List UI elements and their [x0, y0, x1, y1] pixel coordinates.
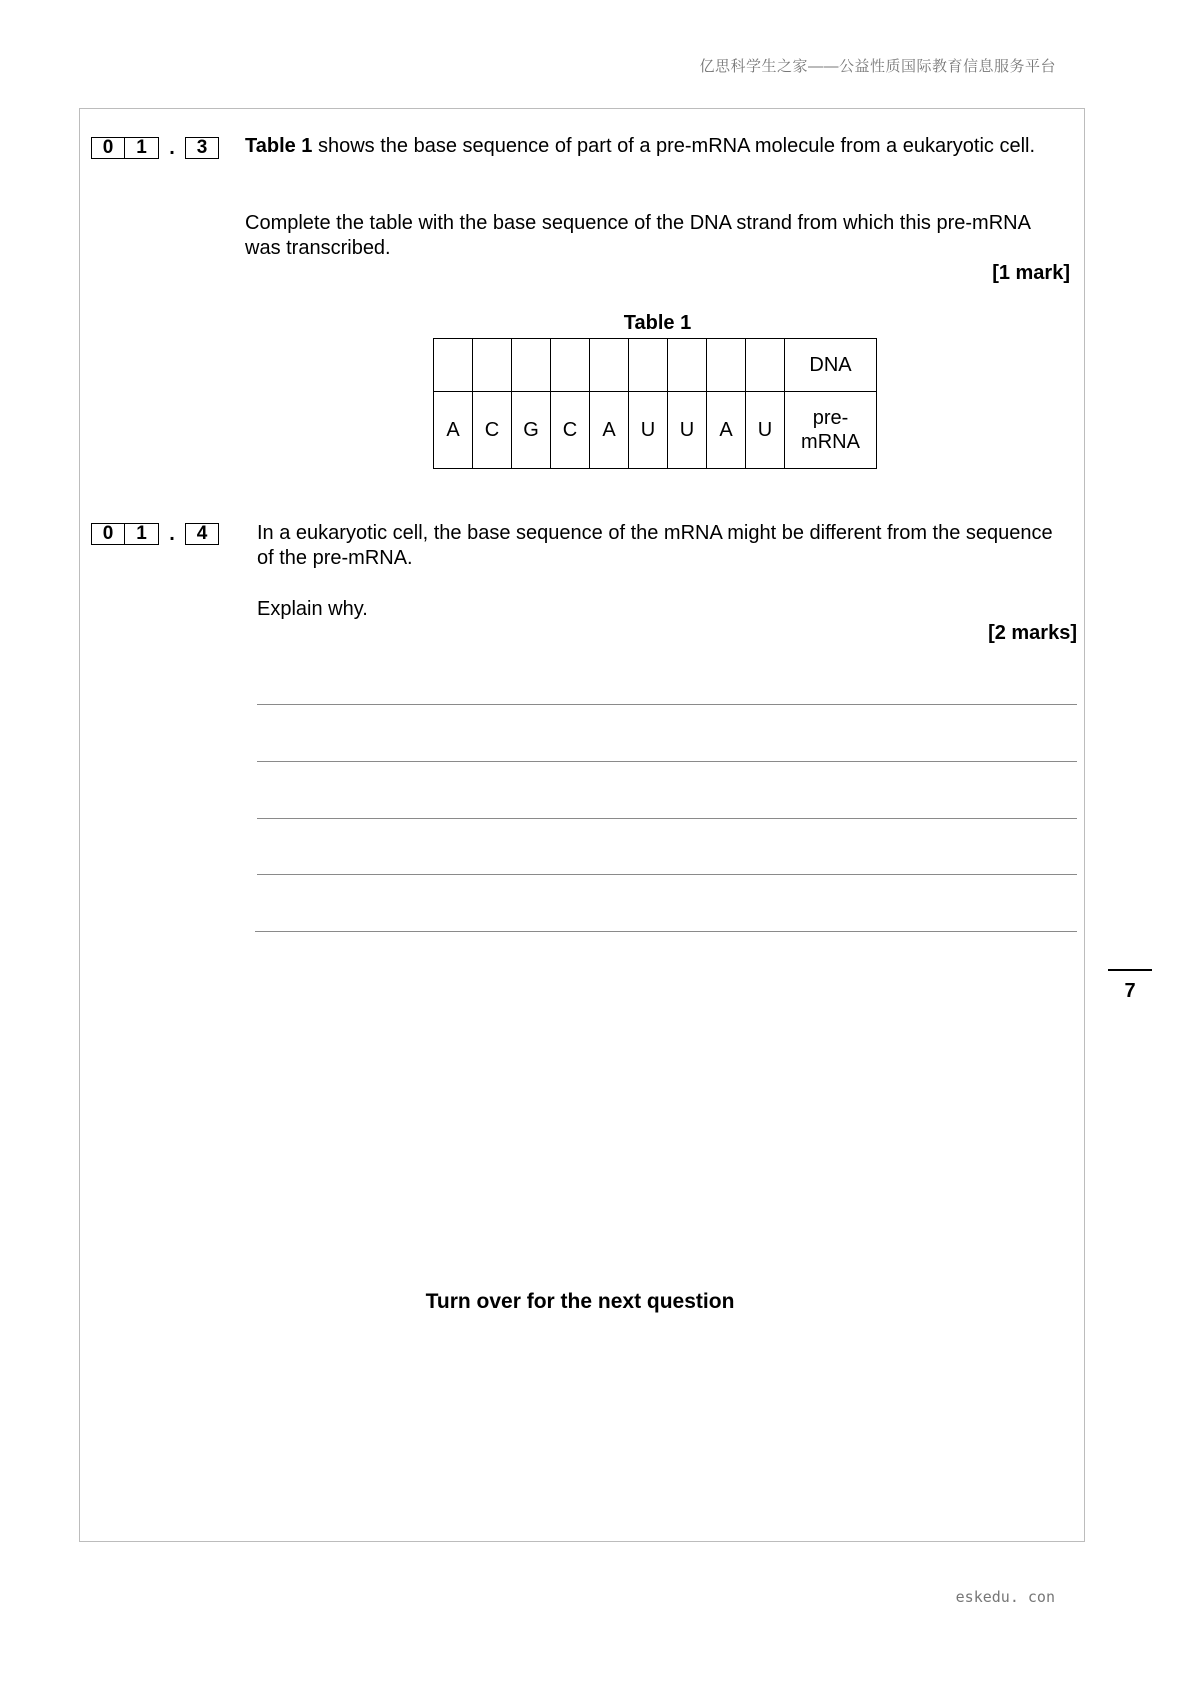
premrna-base: U	[629, 392, 668, 469]
answer-line[interactable]	[257, 818, 1077, 819]
premrna-row-label: pre- mRNA	[785, 392, 877, 469]
dna-cell[interactable]	[434, 339, 473, 392]
question-digit: 1	[125, 137, 159, 159]
dna-row	[434, 339, 877, 392]
answer-line[interactable]	[257, 704, 1077, 705]
question-digit: 1	[125, 523, 159, 545]
premrna-base: A	[434, 392, 473, 469]
question-dot: .	[169, 136, 175, 159]
question-01-3-intro	[245, 134, 1045, 159]
question-digit: 0	[91, 523, 125, 545]
answer-line[interactable]	[255, 931, 1077, 932]
question-dot: .	[169, 522, 175, 545]
intro-text: shows the base sequence of part of a pre-mRNA molecule from a eukaryotic cell.	[312, 135, 1036, 157]
premrna-base: A	[707, 392, 746, 469]
table-reference: Table 1	[245, 135, 313, 157]
dna-cell[interactable]	[551, 339, 590, 392]
question-01-3-instruction: Complete the table with the base sequence of the DNA strand from which this pre-mRNA was transcribed.	[245, 212, 1030, 259]
answer-line[interactable]	[257, 761, 1077, 762]
dna-cell[interactable]	[707, 339, 746, 392]
sequence-table	[433, 338, 877, 469]
header-watermark: 亿思科学生之家——公益性质国际教育信息服务平台	[699, 58, 1056, 75]
page-number: 7	[1124, 980, 1136, 1002]
turn-over-note: Turn over for the next question	[425, 1290, 735, 1313]
question-digit: 3	[185, 137, 219, 159]
table-title: Table 1	[623, 312, 692, 334]
premrna-base: U	[746, 392, 785, 469]
question-01-4-text: In a eukaryotic cell, the base sequence of the mRNA might be different from the sequence of the pre-mRNA.	[257, 522, 1053, 569]
premrna-base: C	[551, 392, 590, 469]
dna-cell[interactable]	[512, 339, 551, 392]
dna-row-label: DNA	[785, 339, 877, 392]
footer-site: eskedu. con	[955, 1588, 1055, 1606]
premrna-base: A	[590, 392, 629, 469]
dna-cell[interactable]	[590, 339, 629, 392]
dna-cell[interactable]	[746, 339, 785, 392]
dna-cell[interactable]	[668, 339, 707, 392]
marks-01-4: [2 marks]	[988, 622, 1077, 644]
dna-cell[interactable]	[629, 339, 668, 392]
question-digit: 4	[185, 523, 219, 545]
premrna-row	[434, 392, 877, 469]
question-01-4-instruction: Explain why.	[257, 598, 368, 620]
question-number-01-4	[91, 522, 219, 546]
question-digit: 0	[91, 137, 125, 159]
premrna-base: C	[473, 392, 512, 469]
answer-line[interactable]	[257, 874, 1077, 875]
marks-01-3: [1 mark]	[992, 262, 1070, 284]
page-number-rule	[1108, 969, 1152, 971]
premrna-base: U	[668, 392, 707, 469]
dna-cell[interactable]	[473, 339, 512, 392]
question-number-01-3	[91, 136, 219, 160]
premrna-base: G	[512, 392, 551, 469]
